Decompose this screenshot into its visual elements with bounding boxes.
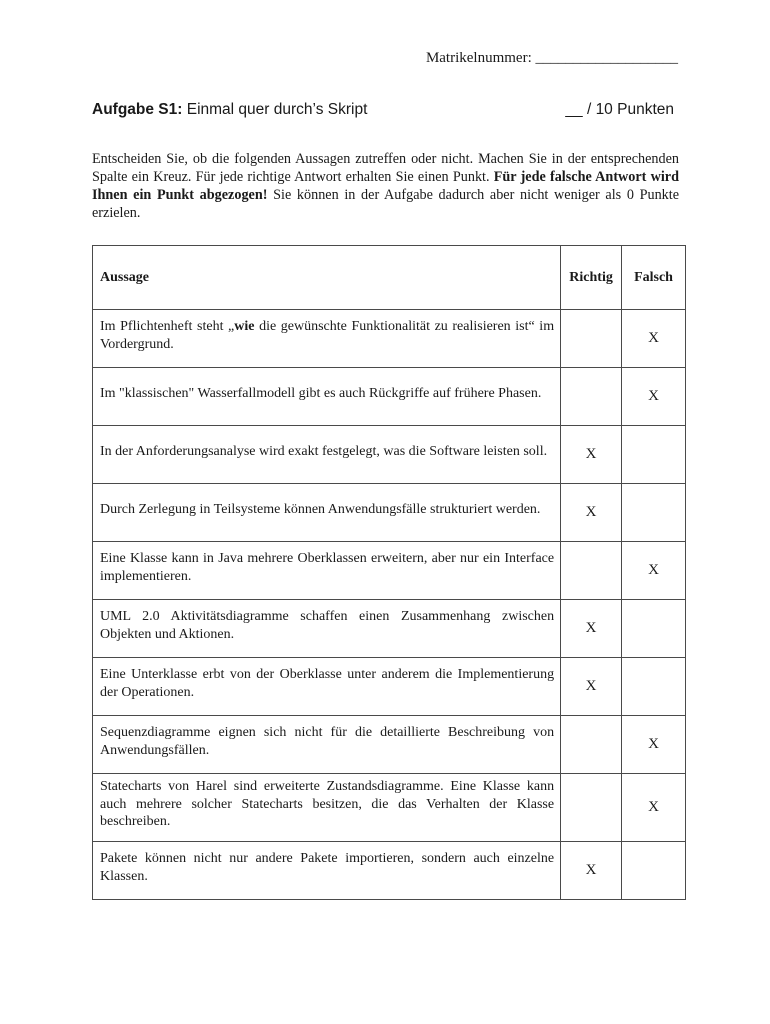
correct-mark-cell[interactable]: [561, 368, 622, 426]
statement-cell: [93, 600, 561, 658]
task-label: Aufgabe S1:: [92, 101, 183, 118]
wrong-mark-cell[interactable]: X: [622, 310, 686, 368]
wrong-mark-cell[interactable]: X: [622, 774, 686, 842]
statement-cell: [93, 542, 561, 600]
correct-mark-cell[interactable]: X: [561, 842, 622, 900]
table-row: [93, 426, 686, 484]
correct-mark-cell[interactable]: X: [561, 600, 622, 658]
table-row: [93, 368, 686, 426]
wrong-mark-cell[interactable]: X: [622, 368, 686, 426]
task-heading: [92, 101, 674, 119]
statement-cell: [93, 716, 561, 774]
header-wrong: Falsch: [622, 246, 686, 310]
correct-mark-cell[interactable]: X: [561, 658, 622, 716]
instructions-warning: Für jede falsche Antwort wird Ihnen ein Punkt abgezogen!: [92, 169, 679, 203]
statement-cell: [93, 774, 561, 842]
matrikel-field-label: Matrikelnummer: ___________________: [425, 50, 678, 66]
table-row: [93, 716, 686, 774]
table-row: [93, 484, 686, 542]
statement-cell: [93, 310, 561, 368]
wrong-mark-cell[interactable]: [622, 426, 686, 484]
instructions-text-end: Sie können in der Aufgabe dadurch aber nicht weniger als 0 Punkte erzielen.: [92, 187, 679, 221]
statement-text: UML 2.0 Aktivitätsdiagramme schaffen einen Zusammenhang zwischen Objekten und Aktionen.: [100, 609, 555, 642]
statement-text: Pakete können nicht nur andere Pakete importieren, sondern auch einzelne Klassen.: [100, 851, 555, 884]
statement-cell: [93, 842, 561, 900]
table-row: [93, 600, 686, 658]
correct-mark-cell[interactable]: X: [561, 426, 622, 484]
table-row: [93, 310, 686, 368]
statements-body: [93, 310, 686, 900]
table-header-row: [93, 246, 686, 310]
table-row: [93, 542, 686, 600]
task-points: __ / 10 Punkten: [565, 101, 674, 118]
table-row: [93, 842, 686, 900]
wrong-mark-cell[interactable]: [622, 842, 686, 900]
statements-table: [92, 245, 686, 900]
statement-text: Eine Klasse kann in Java mehrere Oberklassen erweitern, aber nur ein Interface implementieren.: [100, 551, 555, 584]
statement-text: Durch Zerlegung in Teilsysteme können Anwendungsfälle strukturiert werden.: [100, 501, 541, 517]
correct-mark-cell[interactable]: X: [561, 484, 622, 542]
statement-cell: [93, 658, 561, 716]
statement-text: In der Anforderungsanalyse wird exakt festgelegt, was die Software leisten soll.: [100, 443, 548, 459]
wrong-mark-cell[interactable]: X: [622, 716, 686, 774]
statement-text-end: die gewünschte Funktionalität zu realisieren ist“ im Vordergrund.: [100, 319, 555, 352]
statement-text: Eine Unterklasse erbt von der Oberklasse unter anderem die Implementierung der Operationen.: [100, 667, 555, 700]
correct-mark-cell[interactable]: [561, 716, 622, 774]
header-statement: Aussage: [93, 246, 561, 310]
statement-text: Statecharts von Harel sind erweiterte Zustandsdiagramme. Eine Klasse kann auch mehrere solcher Statecharts besitzen, die das Verhalten der Klasse beschreiben.: [100, 779, 555, 830]
statement-text: Im "klassischen" Wasserfallmodell gibt es auch Rückgriffe auf frühere Phasen.: [100, 385, 542, 401]
statement-cell: [93, 426, 561, 484]
instructions-text: Entscheiden Sie, ob die folgenden Aussagen zutreffen oder nicht. Machen Sie in der entsprechenden Spalte ein Kreuz. Für jede richtige Antwort erhalten Sie einen Punkt.: [92, 151, 679, 185]
correct-mark-cell[interactable]: [561, 542, 622, 600]
table-row: [93, 658, 686, 716]
statement-emphasis: wie: [234, 319, 255, 334]
wrong-mark-cell[interactable]: [622, 484, 686, 542]
correct-mark-cell[interactable]: [561, 774, 622, 842]
statement-cell: [93, 368, 561, 426]
statement-text: Sequenzdiagramme eignen sich nicht für die detaillierte Beschreibung von Anwendungsfällen.: [100, 725, 555, 758]
wrong-mark-cell[interactable]: X: [622, 542, 686, 600]
correct-mark-cell[interactable]: [561, 310, 622, 368]
statement-text: Im Pflichtenheft steht „: [100, 319, 235, 334]
statement-cell: [93, 484, 561, 542]
wrong-mark-cell[interactable]: [622, 658, 686, 716]
task-title-line: [92, 101, 367, 119]
header-correct: Richtig: [561, 246, 622, 310]
task-instructions: [92, 150, 679, 222]
table-row: [93, 774, 686, 842]
wrong-mark-cell[interactable]: [622, 600, 686, 658]
task-title: Einmal quer durch’s Skript: [182, 101, 368, 118]
